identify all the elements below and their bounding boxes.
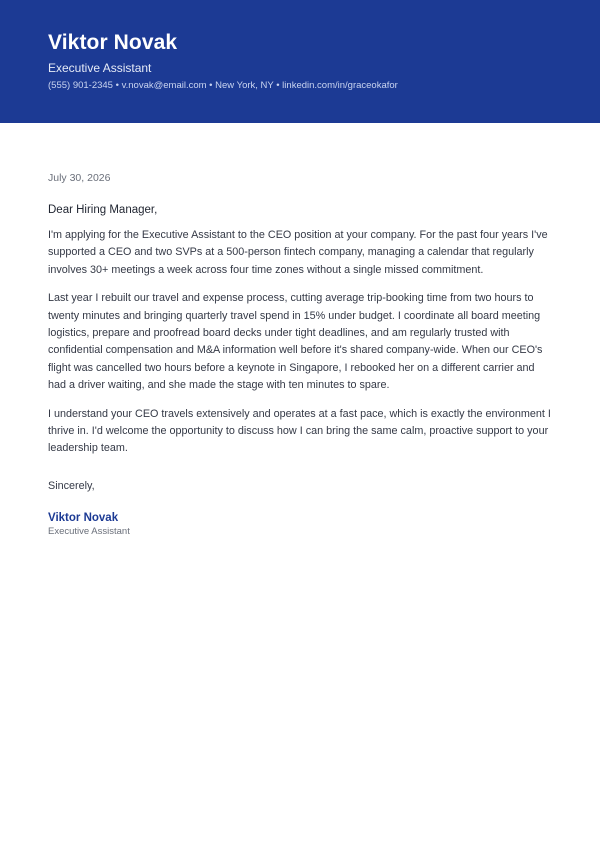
letter-body [48, 172, 554, 537]
signature-role: Executive Assistant [48, 525, 130, 537]
paragraph-experience: Last year I rebuilt our travel and expense process, cutting average trip-booking time from two hours to twenty minutes and bringing quarterly travel spend in 15% under budget. I coordinate all board meeting logistics, prepare and proofread board decks under tight deadlines, and am regularly trusted with confidential compensation and M&A information well before it's shared company-wide. When our CEO's flight was cancelled two hours before a keynote in Singapore, I rebooked her on a different carrier and had a driver waiting, and she made the stage with ten minutes to spare. [48, 292, 543, 392]
signature-name: Viktor Novak [48, 511, 119, 524]
paragraph-intro: I'm applying for the Executive Assistant to the CEO position at your company. For the past four years I've supported a CEO and two SVPs at a 500-person fintech company, managing a calendar that regularly involves 30+ meetings a week across four time zones without a single missed commitment. [48, 229, 548, 276]
applicant-role: Executive Assistant [48, 61, 152, 75]
letter-date: July 30, 2026 [48, 172, 111, 184]
applicant-name: Viktor Novak [48, 31, 178, 54]
letter-header [0, 0, 600, 123]
salutation: Dear Hiring Manager, [48, 204, 158, 216]
closing-phrase: Sincerely, [48, 479, 95, 492]
contact-line: (555) 901-2345 • v.novak@email.com • New York, NY • linkedin.com/in/graceokafor [48, 80, 398, 91]
paragraph-closing: I understand your CEO travels extensively and operates at a fast pace, which is exactly the environment I thrive in. I'd welcome the opportunity to discuss how I can bring the same calm, proactive support to your leadership team. [48, 407, 551, 455]
